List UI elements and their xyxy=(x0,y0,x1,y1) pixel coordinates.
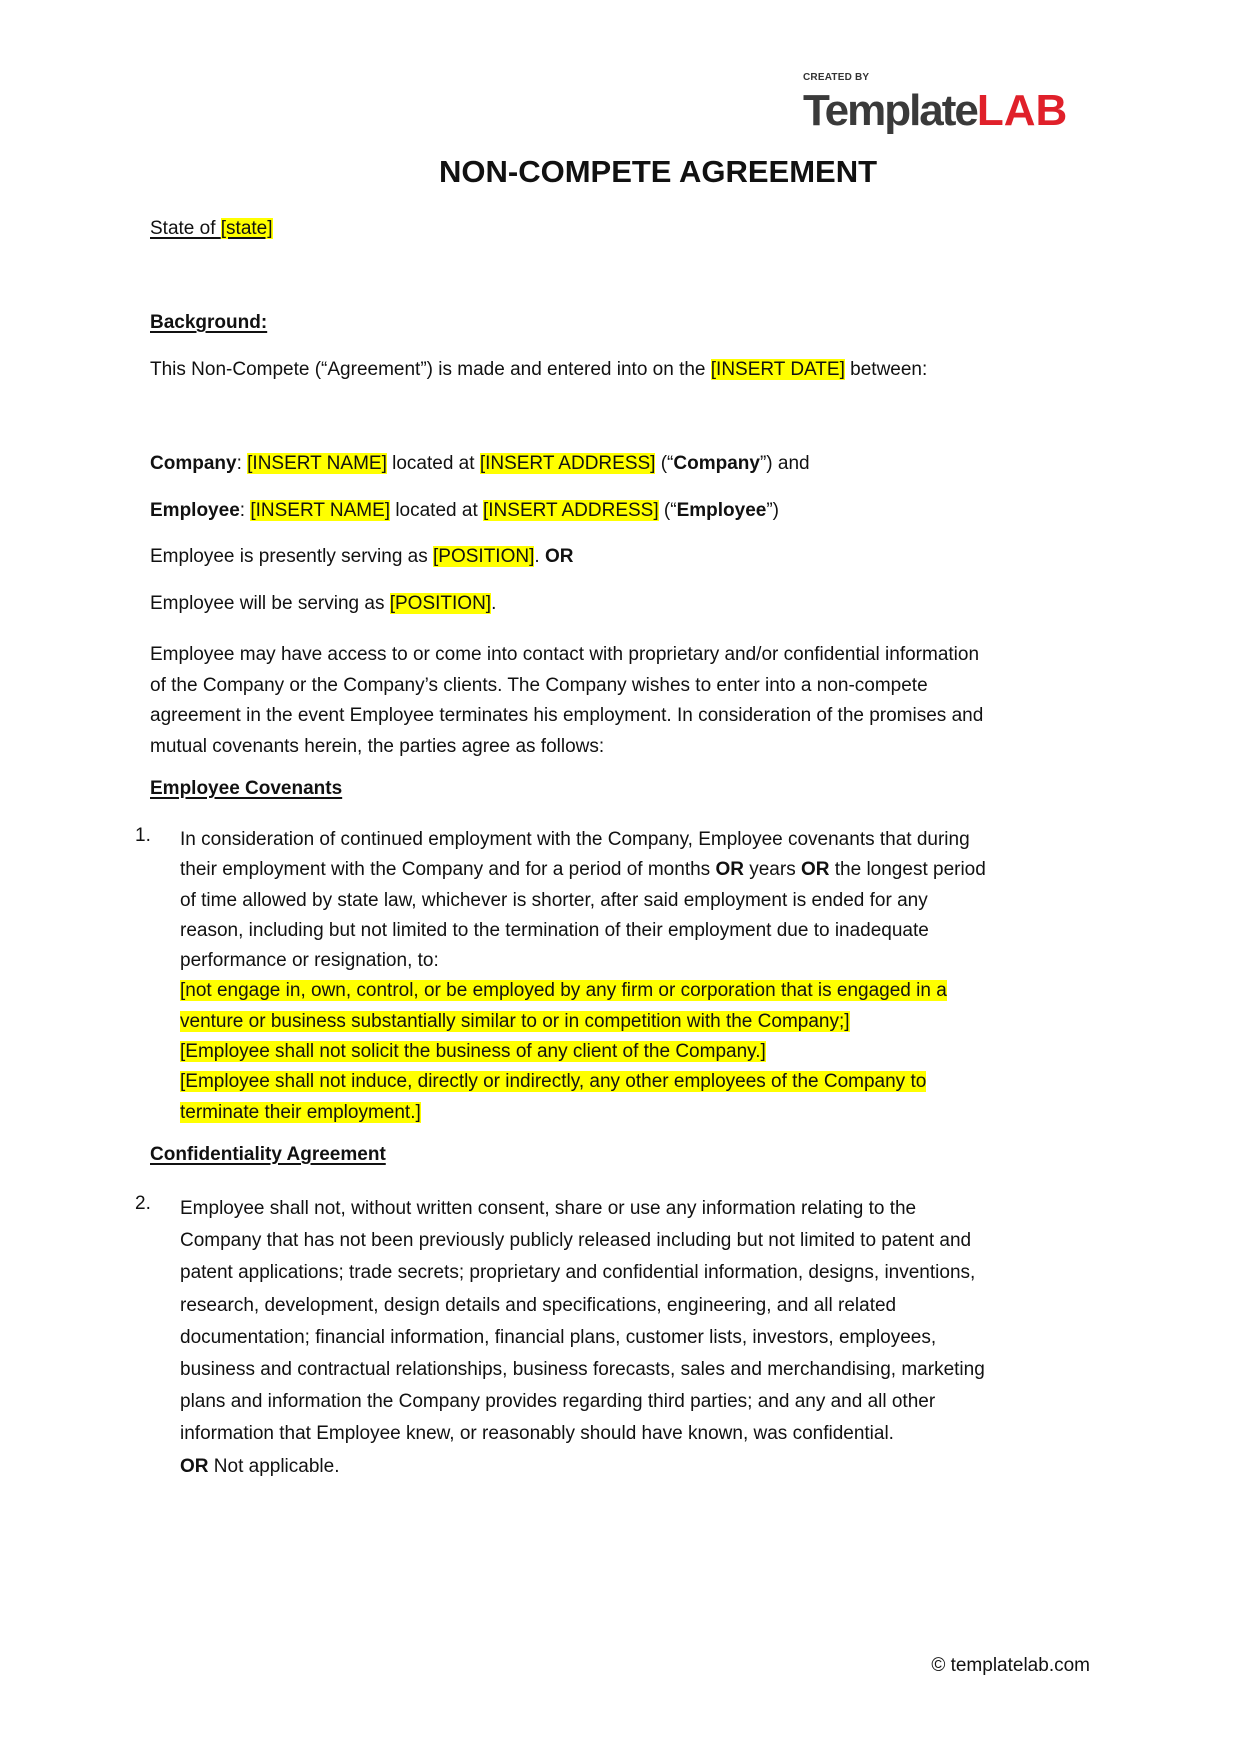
logo-lab: LAB xyxy=(976,86,1068,135)
covenant-line xyxy=(180,855,986,885)
position-placeholder: [POSITION] xyxy=(433,546,535,567)
or-text: OR xyxy=(180,1455,209,1477)
paragraph-line: Employee may have access to or come into contact with proprietary and/or confidential information xyxy=(150,644,980,665)
not-applicable-line xyxy=(180,1451,985,1483)
confidentiality-number: 2. xyxy=(135,1193,151,1214)
paragraph-line: agreement in the event Employee terminates his employment. In consideration of the promises and xyxy=(150,705,984,726)
covenants-heading: Employee Covenants xyxy=(150,778,343,799)
footer-copyright: © templatelab.com xyxy=(931,1655,1090,1676)
page-title: NON-COMPETE AGREEMENT xyxy=(438,154,878,189)
intro-text: This Non-Compete (“Agreement”) is made and entered into on the xyxy=(150,359,711,380)
background-heading: Background: xyxy=(150,312,268,333)
confidentiality-line: Employee shall not, without written consent, share or use any information relating to the xyxy=(180,1198,917,1219)
access-paragraph xyxy=(150,640,983,762)
option-placeholder: venture or business substantially similar to or in competition with the Company;] xyxy=(180,1010,850,1032)
sep: : xyxy=(239,500,251,521)
confidentiality-line: Company that has not been previously publicly released including but not limited to patent and xyxy=(180,1230,972,1252)
text: the longest period xyxy=(829,859,986,881)
period: . xyxy=(491,593,497,614)
or-text: OR xyxy=(800,859,830,881)
paragraph-line: mutual covenants herein, the parties agree as follows: xyxy=(150,735,605,757)
confidentiality-item xyxy=(180,1193,985,1483)
option-placeholder: [not engage in, own, control, or be employed by any firm or corporation that is engaged in a xyxy=(180,980,947,1002)
located-text: located at xyxy=(386,453,480,474)
company-name-placeholder: [INSERT NAME] xyxy=(247,453,387,474)
or-text: OR xyxy=(715,859,744,881)
quote-open: (“ xyxy=(655,453,674,474)
covenant-item xyxy=(180,825,986,1128)
or-text: OR xyxy=(544,546,574,567)
will-text: Employee will be serving as xyxy=(150,593,390,614)
employee-label: Employee xyxy=(150,500,240,521)
position-placeholder: [POSITION] xyxy=(389,593,492,614)
sep: : xyxy=(236,453,248,474)
covenant-number: 1. xyxy=(135,825,151,846)
templatelab-logo xyxy=(803,72,1093,136)
paragraph-line: of the Company or the Company’s clients. The Company wishes to enter into a non-compete xyxy=(150,674,928,696)
employee-line xyxy=(150,500,779,522)
option-placeholder: [Employee shall not induce, directly or indirectly, any other employees of the Company to xyxy=(180,1071,927,1093)
quote-close: ”) and xyxy=(759,453,810,474)
company-address-placeholder: [INSERT ADDRESS] xyxy=(479,453,656,474)
intro-text-end: between: xyxy=(844,359,928,380)
covenant-line: reason, including but not limited to the termination of their employment due to inadequate xyxy=(180,919,929,941)
state-label: State of xyxy=(150,218,221,239)
quote-close: ”) xyxy=(766,500,779,521)
confidentiality-line: patent applications; trade secrets; proprietary and confidential information, designs, inventions, xyxy=(180,1262,976,1284)
covenant-line: In consideration of continued employment with the Company, Employee covenants that during xyxy=(180,829,970,850)
option-placeholder: [Employee shall not solicit the business of any client of the Company.] xyxy=(180,1041,766,1063)
option-placeholder: terminate their employment.] xyxy=(180,1101,421,1123)
not-applicable-text: Not applicable. xyxy=(208,1455,340,1477)
employee-name-placeholder: [INSERT NAME] xyxy=(250,500,391,521)
state-line xyxy=(150,218,273,240)
company-label: Company xyxy=(150,453,237,474)
located-text: located at xyxy=(390,500,483,521)
company-line xyxy=(150,453,810,475)
state-placeholder: [state] xyxy=(220,218,273,239)
covenant-line: of time allowed by state law, whichever is shorter, after said employment is ended for any xyxy=(180,889,928,911)
text: their employment with the Company and for a period of months xyxy=(180,859,716,881)
presently-text: Employee is presently serving as xyxy=(150,546,434,567)
logo-created-by: CREATED BY xyxy=(803,72,870,83)
confidentiality-heading: Confidentiality Agreement xyxy=(150,1144,386,1165)
covenant-line: performance or resignation, to: xyxy=(180,950,439,972)
quote-open: (“ xyxy=(658,500,677,521)
date-placeholder: [INSERT DATE] xyxy=(710,359,845,380)
employee-address-placeholder: [INSERT ADDRESS] xyxy=(483,500,659,521)
confidentiality-line: information that Employee knew, or reasonably should have known, was confidential. xyxy=(180,1423,894,1445)
company-defined-term: Company xyxy=(673,453,760,474)
presently-line xyxy=(150,546,573,568)
employee-defined-term: Employee xyxy=(676,500,767,521)
intro-line xyxy=(150,359,927,381)
will-be-line xyxy=(150,593,496,615)
confidentiality-line: documentation; financial information, financial plans, customer lists, investors, employees, xyxy=(180,1326,937,1348)
confidentiality-line: research, development, design details and specifications, engineering, and all related xyxy=(180,1294,897,1316)
confidentiality-line: plans and information the Company provides regarding third parties; and any and all other xyxy=(180,1391,936,1413)
period: . xyxy=(534,546,545,567)
logo-template: Template xyxy=(803,86,977,135)
text: years xyxy=(743,859,801,881)
confidentiality-line: business and contractual relationships, business forecasts, sales and merchandising, marketing xyxy=(180,1359,985,1381)
